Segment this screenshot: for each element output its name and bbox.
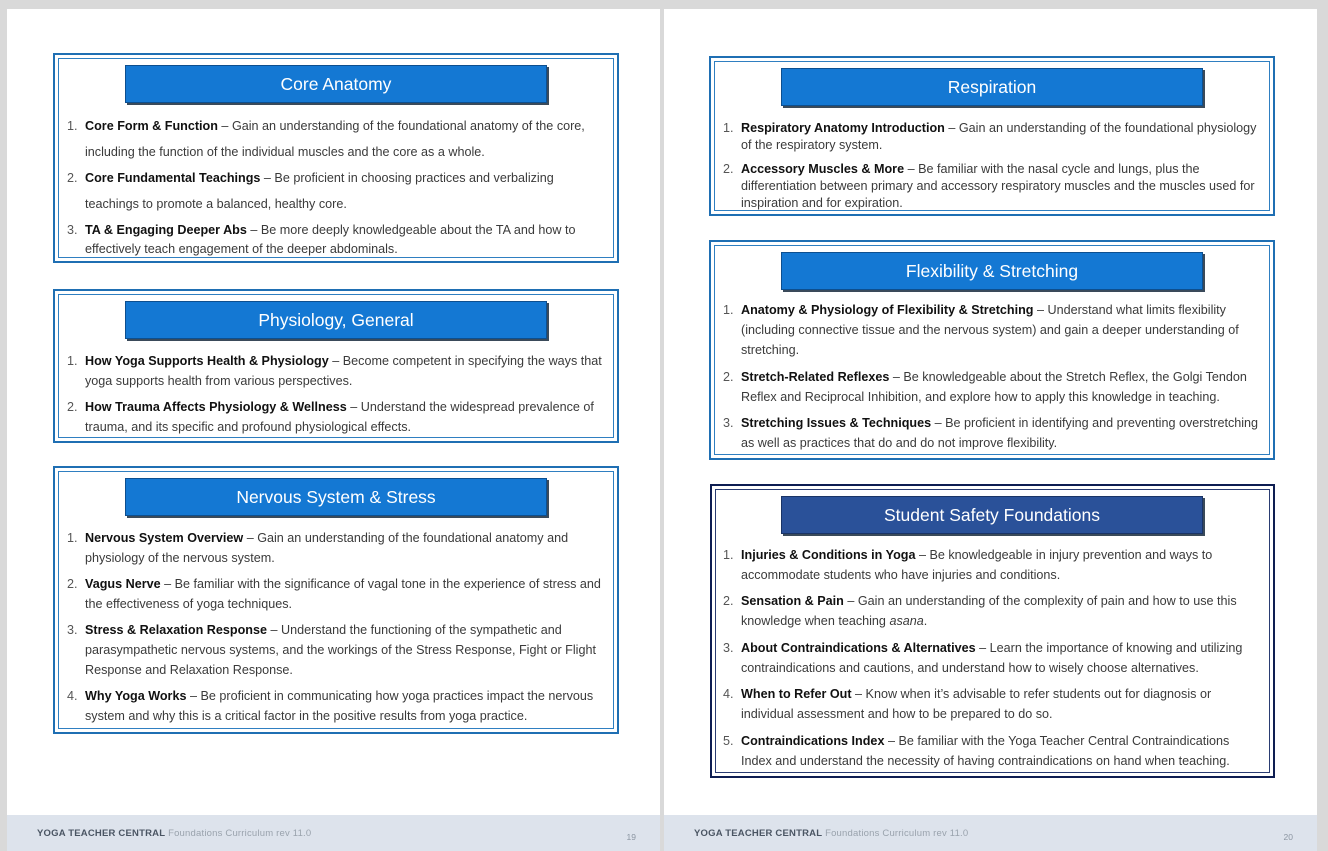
- section-title: Flexibility & Stretching: [781, 252, 1203, 290]
- section-title: Physiology, General: [125, 301, 547, 339]
- list-item: 1. Anatomy & Physiology of Flexibility & Stretching – Understand what limits flexibility (including connective tissue and the nervous system) and gain a deeper understanding of stretching.: [723, 303, 1239, 357]
- list-item: 3. Stress & Relaxation Response – Understand the functioning of the sympathetic and parasympathetic nervous systems, and the workings of the Stress Response, Fight or Flight Response and Relaxation Response.: [67, 623, 596, 677]
- section-flexibility-stretching: [709, 240, 1275, 460]
- list-item: 2. Accessory Muscles & More – Be familiar with the nasal cycle and lungs, plus the differentiation between primary and accessory respiratory muscles and the muscles used for inspiration and for expiration.: [723, 162, 1255, 210]
- section-core-anatomy: [53, 53, 619, 263]
- item-list: [715, 300, 1263, 453]
- list-item: 1. How Yoga Supports Health & Physiology – Become competent in specifying the ways that yoga supports health from various perspectives.: [67, 354, 602, 388]
- list-item: 5. Contraindications Index – Be familiar with the Yoga Teacher Central Contraindications Index and understand the necessity of having contraindications on hand when teaching.: [723, 734, 1230, 768]
- item-list: [59, 528, 607, 726]
- page-footer: [7, 815, 660, 851]
- list-item: 4. When to Refer Out – Know when it’s advisable to refer students out for diagnosis or individual assessment and how to be prepared to do so.: [723, 687, 1212, 721]
- item-list: [59, 351, 607, 437]
- list-item: 2. Core Fundamental Teachings – Be proficient in choosing practices and verbalizing teachings to promote a balanced, healthy core.: [67, 171, 554, 211]
- list-item: 3. TA & Engaging Deeper Abs – Be more deeply knowledgeable about the TA and how to effectively teach engagement of the deeper abdominals.: [67, 223, 576, 256]
- section-title: Respiration: [781, 68, 1203, 106]
- section-physiology-general: [53, 289, 619, 443]
- section-nervous-system: [53, 466, 619, 734]
- list-item: 2. Stretch-Related Reflexes – Be knowledgeable about the Stretch Reflex, the Golgi Tendon Reflex and Reciprocal Inhibition, and explore how to apply this knowledge in teaching.: [723, 370, 1247, 404]
- page-number: 20: [1283, 832, 1293, 842]
- page-left: [7, 9, 660, 851]
- list-item: 2. Sensation & Pain – Gain an understanding of the complexity of pain and how to use this knowledge when teaching asana.: [723, 594, 1237, 628]
- footer-brand: YOGA TEACHER CENTRAL Foundations Curriculum rev 11.0: [37, 828, 312, 839]
- list-item: 4. Why Yoga Works – Be proficient in communicating how yoga practices impact the nervous system and why this is a critical factor in the positive results from yoga practice.: [67, 689, 594, 723]
- section-title: Core Anatomy: [125, 65, 547, 103]
- section-student-safety: [710, 484, 1275, 778]
- list-item: 3. About Contraindications & Alternatives – Learn the importance of knowing and utilizing contraindications and cautions, and understand how to wisely choose alternatives.: [723, 641, 1243, 675]
- page-footer: [664, 815, 1317, 851]
- section-title: Nervous System & Stress: [125, 478, 547, 516]
- page-number: 19: [626, 832, 636, 842]
- list-item: 3. Stretching Issues & Techniques – Be proficient in identifying and preventing overstretching as well as practices that do and do not improve flexibility.: [723, 416, 1259, 450]
- item-list: [715, 120, 1263, 212]
- list-item: 1. Respiratory Anatomy Introduction – Gain an understanding of the foundational physiology of the respiratory system.: [723, 121, 1257, 152]
- list-item: 2. How Trauma Affects Physiology & Wellness – Understand the widespread prevalence of trauma, and its specific and profound physiological effects.: [67, 400, 594, 434]
- item-list: [715, 545, 1263, 771]
- list-item: 1. Core Form & Function – Gain an understanding of the foundational anatomy of the core, including the function of the individual muscles and the core as a whole.: [67, 119, 585, 159]
- list-item: 1. Injuries & Conditions in Yoga – Be knowledgeable in injury prevention and ways to accommodate students who have injuries and conditions.: [723, 548, 1213, 582]
- page-right: [664, 9, 1317, 851]
- list-item: 1. Nervous System Overview – Gain an understanding of the foundational anatomy and physiology of the nervous system.: [67, 531, 569, 565]
- section-title: Student Safety Foundations: [781, 496, 1203, 534]
- list-item: 2. Vagus Nerve – Be familiar with the significance of vagal tone in the experience of stress and the effectiveness of yoga techniques.: [67, 577, 601, 611]
- item-list: [59, 113, 607, 259]
- footer-brand: YOGA TEACHER CENTRAL Foundations Curriculum rev 11.0: [694, 828, 969, 839]
- section-respiration: [709, 56, 1275, 216]
